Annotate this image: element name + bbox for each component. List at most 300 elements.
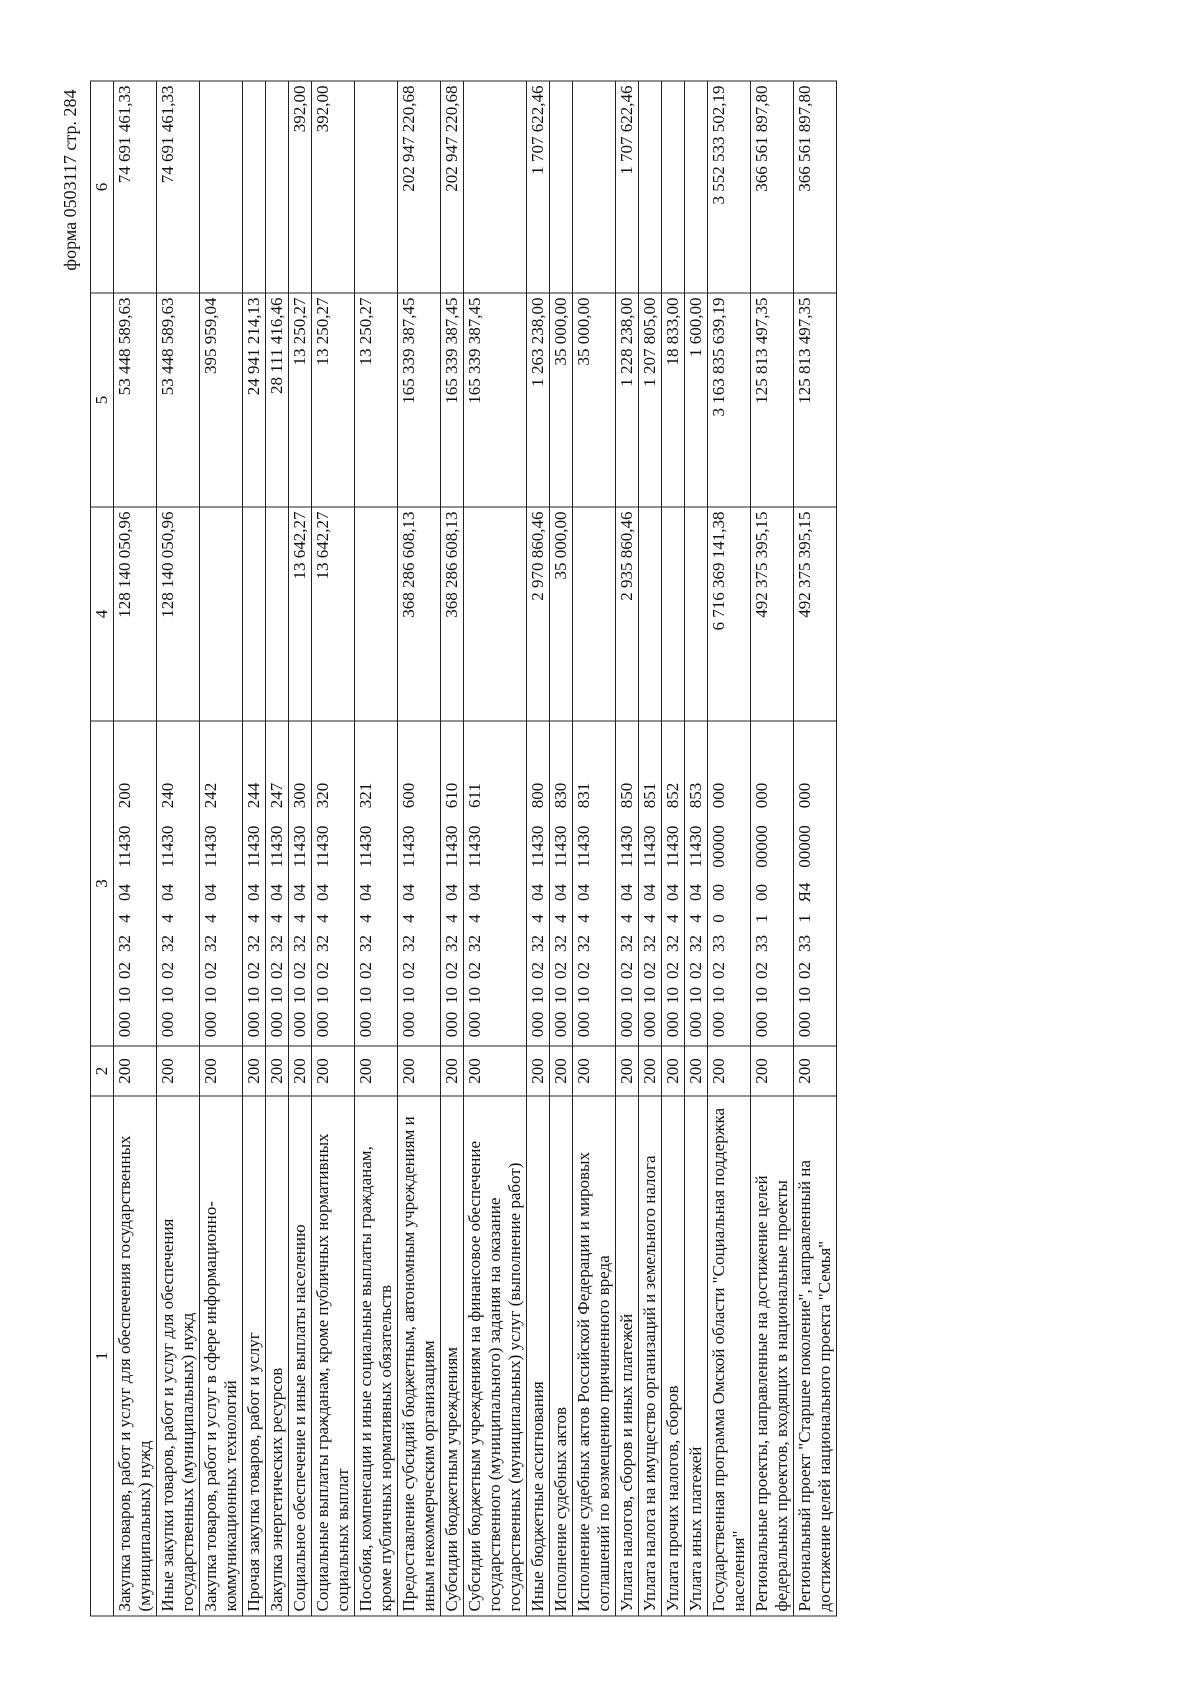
table-row [550,81,573,1616]
row-unexecuted-amount [662,81,685,293]
budget-code-part: 4 [313,914,332,923]
row-approved-amount [685,507,708,721]
row-name: Пособия, компенсации и иные социальные выплаты гражданам, кроме публичных нормативных обязательств [355,1096,398,1616]
row-line-code: 200 [200,1046,243,1096]
table-row [441,81,464,1616]
budget-code-part: 10 [574,987,593,1004]
budget-code-part: 32 [465,935,484,952]
row-approved-amount [573,507,616,721]
row-executed-amount: 13 250,27 [289,293,312,507]
row-line-code: 200 [662,1046,685,1096]
column-header: 3 [91,721,114,1046]
budget-code-part: 000 [640,1011,659,1038]
row-line-code: 200 [289,1046,312,1096]
row-line-code: 200 [266,1046,289,1096]
budget-code-part: 04 [158,884,177,901]
budget-code-part: 10 [158,987,177,1004]
row-executed-amount: 125 813 497,35 [794,293,837,507]
row-budget-code [639,721,662,1046]
budget-code-part: 32 [290,935,309,952]
budget-code-part: 32 [356,935,375,952]
row-line-code: 200 [708,1046,751,1096]
table-row [200,81,243,1616]
budget-code-part: 850 [617,782,636,809]
budget-code-part: 000 [399,1011,418,1038]
budget-code-part: 11430 [356,825,375,868]
row-name: Закупка товаров, работ и услуг для обеспечения государственных (муниципальных) нужд [114,1096,157,1616]
budget-code-part: 04 [244,884,263,901]
budget-code-part: 11430 [551,825,570,868]
row-budget-code [794,721,837,1046]
row-name: Субсидии бюджетным учреждениям на финансовое обеспечение государственного (муниципального) задания на оказание государственных (муниципальных) услуг (выполнение работ) [464,1096,527,1616]
budget-code-part: 10 [663,987,682,1004]
budget-code-part: 000 [244,1011,263,1038]
budget-code-part: 04 [356,884,375,901]
row-unexecuted-amount: 392,00 [289,81,312,293]
row-approved-amount [464,507,527,721]
row-line-code: 200 [312,1046,355,1096]
budget-code-part: 32 [313,935,332,952]
budget-code-part: 000 [551,1011,570,1038]
row-unexecuted-amount: 202 947 220,68 [398,81,441,293]
row-unexecuted-amount: 366 561 897,80 [794,81,837,293]
budget-code-part: 10 [399,987,418,1004]
budget-code-part: 831 [574,782,593,809]
budget-code-part: 852 [663,782,682,809]
budget-code-part: 200 [115,782,134,809]
budget-code-part: 851 [640,782,659,809]
row-executed-amount: 53 448 589,63 [114,293,157,507]
budget-code-part: 02 [399,962,418,979]
budget-code-part: 600 [399,782,418,809]
budget-code-part: 000 [267,1011,286,1038]
budget-code-part: 04 [686,884,705,901]
row-name: Уплата налогов, сборов и иных платежей [616,1096,639,1616]
row-executed-amount: 24 941 214,13 [243,293,266,507]
budget-code-part: 00000 [752,825,771,868]
row-budget-code [573,721,616,1046]
budget-code-part: 11430 [290,825,309,868]
row-approved-amount [355,507,398,721]
budget-code-part: 10 [752,987,771,1004]
row-name: Социальные выплаты гражданам, кроме публичных нормативных социальных выплат [312,1096,355,1616]
expenditure-table [90,81,837,1617]
row-unexecuted-amount [464,81,527,293]
row-executed-amount: 35 000,00 [573,293,616,507]
row-unexecuted-amount [573,81,616,293]
budget-code-part: 10 [356,987,375,1004]
budget-code-part: 00 [752,884,771,901]
budget-code-part: 32 [574,935,593,952]
row-approved-amount: 368 286 608,13 [398,507,441,721]
table-row [662,81,685,1616]
table-row [794,81,837,1616]
row-name: Уплата налога на имущество организаций и земельного налога [639,1096,662,1616]
row-budget-code [708,721,751,1046]
row-unexecuted-amount: 1 707 622,46 [527,81,550,293]
column-header: 4 [91,507,114,721]
budget-code-part: 11430 [465,825,484,868]
row-line-code: 200 [157,1046,200,1096]
budget-code-part: 02 [290,962,309,979]
row-unexecuted-amount: 366 561 897,80 [751,81,794,293]
row-approved-amount: 128 140 050,96 [157,507,200,721]
budget-code-part: 4 [528,914,547,923]
row-unexecuted-amount [200,81,243,293]
budget-code-part: 10 [640,987,659,1004]
row-unexecuted-amount: 1 707 622,46 [616,81,639,293]
row-name: Субсидии бюджетным учреждениям [441,1096,464,1616]
budget-code-part: 33 [709,935,728,952]
table-row [266,81,289,1616]
budget-code-part: 10 [115,987,134,1004]
budget-code-part: 1 [795,914,814,923]
budget-code-part: 11430 [158,825,177,868]
row-unexecuted-amount [685,81,708,293]
budget-code-part: 4 [267,914,286,923]
budget-code-part: 4 [442,914,461,923]
budget-code-part: 11430 [617,825,636,868]
budget-code-part: 4 [158,914,177,923]
budget-code-part: 4 [574,914,593,923]
budget-code-part: 32 [663,935,682,952]
budget-code-part: 000 [795,782,814,809]
budget-code-part: 32 [267,935,286,952]
budget-code-part: 000 [663,1011,682,1038]
row-approved-amount: 35 000,00 [550,507,573,721]
row-budget-code [312,721,355,1046]
row-executed-amount: 165 339 387,45 [398,293,441,507]
budget-code-part: 11430 [267,825,286,868]
table-row [157,81,200,1616]
budget-code-part: 32 [528,935,547,952]
budget-code-part: 4 [115,914,134,923]
row-budget-code [114,721,157,1046]
table-row [464,81,527,1616]
budget-code-part: 000 [158,1011,177,1038]
row-line-code: 200 [685,1046,708,1096]
budget-code-part: 000 [465,1011,484,1038]
row-approved-amount: 13 642,27 [289,507,312,721]
table-row [289,81,312,1616]
budget-code-part: 11430 [313,825,332,868]
budget-code-part: 02 [528,962,547,979]
row-line-code: 200 [114,1046,157,1096]
budget-code-part: 04 [551,884,570,901]
budget-code-part: 000 [442,1011,461,1038]
row-approved-amount: 492 375 395,15 [794,507,837,721]
row-budget-code [616,721,639,1046]
row-line-code: 200 [464,1046,527,1096]
budget-code-part: 04 [290,884,309,901]
budget-code-part: 32 [158,935,177,952]
budget-code-part: 853 [686,782,705,809]
budget-code-part: 244 [244,782,263,809]
budget-code-part: 02 [115,962,134,979]
column-header: 5 [91,293,114,507]
row-unexecuted-amount: 74 691 461,33 [157,81,200,293]
budget-code-part: 04 [640,884,659,901]
row-line-code: 200 [243,1046,266,1096]
row-approved-amount [266,507,289,721]
budget-code-part: 000 [709,1011,728,1038]
table-row [685,81,708,1616]
budget-code-part: 04 [442,884,461,901]
budget-code-part: 247 [267,782,286,809]
budget-code-part: 02 [267,962,286,979]
table-row [527,81,550,1616]
budget-code-part: 242 [201,782,220,809]
budget-code-part: 02 [640,962,659,979]
budget-code-part: 000 [686,1011,705,1038]
table-row [243,81,266,1616]
budget-code-part: 000 [709,782,728,809]
budget-code-part: 10 [267,987,286,1004]
row-unexecuted-amount [266,81,289,293]
budget-code-part: 10 [244,987,263,1004]
row-unexecuted-amount [550,81,573,293]
row-unexecuted-amount [243,81,266,293]
row-executed-amount: 165 339 387,45 [464,293,527,507]
budget-code-part: 000 [290,1011,309,1038]
budget-code-part: 32 [399,935,418,952]
budget-code-part: 02 [551,962,570,979]
table-row [616,81,639,1616]
budget-code-part: 32 [640,935,659,952]
budget-code-part: 32 [686,935,705,952]
budget-code-part: 04 [617,884,636,901]
row-name: Уплата иных платежей [685,1096,708,1616]
budget-code-part: 830 [551,782,570,809]
row-approved-amount: 492 375 395,15 [751,507,794,721]
row-unexecuted-amount: 74 691 461,33 [114,81,157,293]
table-row [751,81,794,1616]
budget-code-part: 000 [313,1011,332,1038]
row-name: Социальное обеспечение и иные выплаты населению [289,1096,312,1616]
row-unexecuted-amount: 3 552 533 502,19 [708,81,751,293]
budget-code-part: 11430 [399,825,418,868]
budget-code-part: 00 [709,884,728,901]
row-line-code: 200 [794,1046,837,1096]
budget-code-part: 10 [290,987,309,1004]
budget-code-part: 10 [795,987,814,1004]
row-budget-code [441,721,464,1046]
budget-code-part: 04 [574,884,593,901]
budget-code-part: 04 [465,884,484,901]
budget-code-part: 02 [201,962,220,979]
row-name: Уплата прочих налогов, сборов [662,1096,685,1616]
budget-code-part: 04 [399,884,418,901]
budget-code-part: 4 [465,914,484,923]
row-unexecuted-amount [355,81,398,293]
row-line-code: 200 [616,1046,639,1096]
budget-code-part: 4 [201,914,220,923]
budget-code-part: 11430 [244,825,263,868]
table-row [708,81,751,1616]
budget-code-part: 1 [752,914,771,923]
budget-code-part: Я4 [795,882,814,903]
row-approved-amount [243,507,266,721]
row-budget-code [266,721,289,1046]
row-name: Государственная программа Омской области "Социальная поддержка населения" [708,1096,751,1616]
budget-code-part: 33 [795,935,814,952]
budget-code-part: 04 [528,884,547,901]
row-approved-amount [662,507,685,721]
row-name: Исполнение судебных актов [550,1096,573,1616]
budget-code-part: 4 [551,914,570,923]
budget-code-part: 11430 [574,825,593,868]
budget-code-part: 32 [201,935,220,952]
budget-code-part: 02 [663,962,682,979]
budget-code-part: 04 [267,884,286,901]
row-budget-code [685,721,708,1046]
column-header: 6 [91,81,114,293]
budget-code-part: 04 [201,884,220,901]
table-row [114,81,157,1616]
budget-code-part: 10 [551,987,570,1004]
budget-code-part: 320 [313,782,332,809]
row-line-code: 200 [441,1046,464,1096]
budget-code-part: 02 [465,962,484,979]
budget-code-part: 02 [752,962,771,979]
budget-code-part: 4 [244,914,263,923]
row-budget-code [157,721,200,1046]
budget-code-part: 02 [709,962,728,979]
budget-code-part: 11430 [442,825,461,868]
budget-code-part: 00000 [795,825,814,868]
budget-code-part: 32 [115,935,134,952]
budget-code-part: 10 [201,987,220,1004]
budget-code-part: 10 [709,987,728,1004]
budget-code-part: 321 [356,782,375,809]
budget-code-part: 11430 [115,825,134,868]
budget-code-part: 0 [709,914,728,923]
row-line-code: 200 [639,1046,662,1096]
row-name: Региональный проект "Старшее поколение", направленный на достижение целей национального проекта "Семья" [794,1096,837,1616]
table-row [312,81,355,1616]
row-executed-amount: 53 448 589,63 [157,293,200,507]
row-budget-code [662,721,685,1046]
row-budget-code [200,721,243,1046]
row-name: Иные закупки товаров, работ и услуг для обеспечения государственных (муниципальных) нужд [157,1096,200,1616]
row-approved-amount: 2 935 860,46 [616,507,639,721]
row-approved-amount [639,507,662,721]
budget-code-part: 00000 [709,825,728,868]
budget-code-part: 4 [356,914,375,923]
budget-code-part: 000 [115,1011,134,1038]
row-executed-amount: 18 833,00 [662,293,685,507]
budget-code-part: 000 [752,1011,771,1038]
row-name: Закупка энергетических ресурсов [266,1096,289,1616]
budget-code-part: 02 [356,962,375,979]
budget-code-part: 240 [158,782,177,809]
budget-code-part: 611 [465,783,484,808]
budget-code-part: 04 [663,884,682,901]
budget-code-part: 610 [442,782,461,809]
row-approved-amount: 368 286 608,13 [441,507,464,721]
row-executed-amount: 165 339 387,45 [441,293,464,507]
row-executed-amount: 1 263 238,00 [527,293,550,507]
budget-code-part: 4 [399,914,418,923]
budget-code-part: 000 [795,1011,814,1038]
budget-code-part: 000 [617,1011,636,1038]
budget-code-part: 11430 [686,825,705,868]
budget-code-part: 000 [752,782,771,809]
budget-code-part: 02 [158,962,177,979]
row-approved-amount: 128 140 050,96 [114,507,157,721]
row-line-code: 200 [398,1046,441,1096]
budget-code-part: 02 [795,962,814,979]
row-budget-code [289,721,312,1046]
budget-code-part: 32 [244,935,263,952]
budget-code-part: 02 [442,962,461,979]
row-line-code: 200 [527,1046,550,1096]
budget-code-part: 32 [551,935,570,952]
row-executed-amount: 1 600,00 [685,293,708,507]
row-executed-amount: 1 207 805,00 [639,293,662,507]
row-budget-code [464,721,527,1046]
budget-code-part: 10 [617,987,636,1004]
row-name: Иные бюджетные ассигнования [527,1096,550,1616]
budget-code-part: 10 [465,987,484,1004]
row-name: Предоставление субсидий бюджетным, автономным учреждениям и иным некоммерческим организациям [398,1096,441,1616]
budget-code-part: 000 [574,1011,593,1038]
row-line-code: 200 [355,1046,398,1096]
table-row [355,81,398,1616]
budget-code-part: 4 [617,914,636,923]
budget-code-part: 000 [356,1011,375,1038]
budget-code-part: 11430 [640,825,659,868]
budget-code-part: 4 [663,914,682,923]
row-approved-amount [200,507,243,721]
row-executed-amount: 3 163 835 639,19 [708,293,751,507]
row-budget-code [527,721,550,1046]
budget-code-part: 10 [686,987,705,1004]
column-header: 2 [91,1046,114,1096]
budget-code-part: 000 [528,1011,547,1038]
row-approved-amount: 13 642,27 [312,507,355,721]
row-budget-code [398,721,441,1046]
row-name: Прочая закупка товаров, работ и услуг [243,1096,266,1616]
table-row [398,81,441,1616]
budget-code-part: 04 [313,884,332,901]
row-budget-code [550,721,573,1046]
budget-code-part: 000 [201,1011,220,1038]
row-name: Региональные проекты, направленные на достижение целей федеральных проектов, входящих в национальные проекты [751,1096,794,1616]
column-numbers-row [91,81,114,1616]
table-row [639,81,662,1616]
row-executed-amount: 125 813 497,35 [751,293,794,507]
column-header: 1 [91,1096,114,1616]
form-reference: форма 0503117 стр. 284 [60,89,80,271]
row-line-code: 200 [573,1046,616,1096]
budget-code-part: 02 [313,962,332,979]
budget-code-part: 11430 [201,825,220,868]
budget-code-part: 10 [442,987,461,1004]
budget-code-part: 02 [686,962,705,979]
budget-code-part: 4 [290,914,309,923]
row-executed-amount: 13 250,27 [312,293,355,507]
budget-code-part: 32 [442,935,461,952]
budget-code-part: 02 [574,962,593,979]
budget-code-part: 10 [528,987,547,1004]
row-budget-code [751,721,794,1046]
row-line-code: 200 [751,1046,794,1096]
row-name: Закупка товаров, работ и услуг в сфере информационно-коммуникационных технологий [200,1096,243,1616]
row-executed-amount: 395 959,04 [200,293,243,507]
row-unexecuted-amount [639,81,662,293]
budget-code-part: 10 [313,987,332,1004]
